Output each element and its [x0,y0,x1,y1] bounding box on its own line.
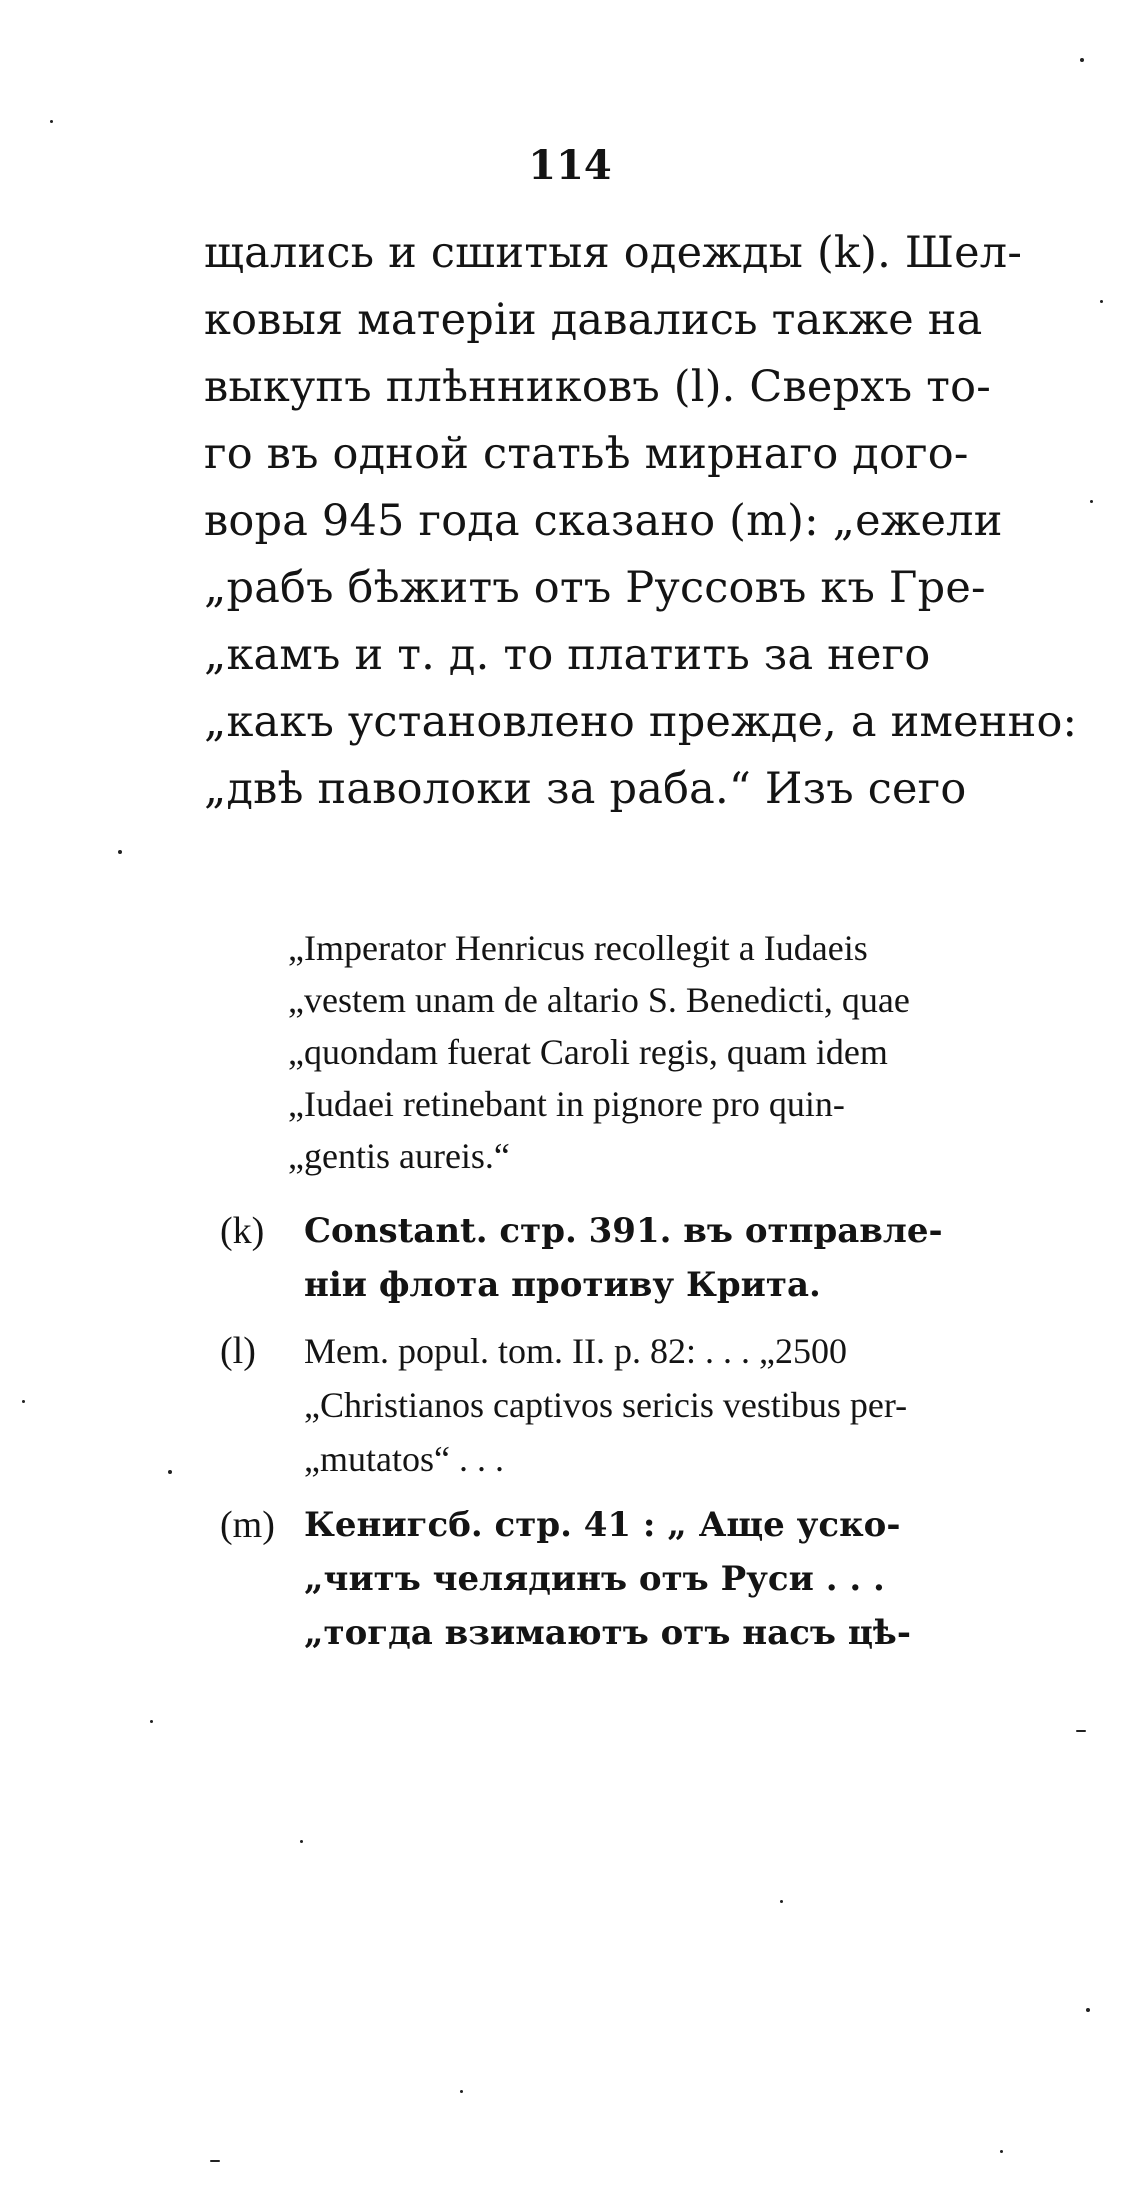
footnote-line: „Christianos captivos sericis vestibus per- [304,1385,908,1425]
text-line: вора 945 года сказано (m): „ежели [204,496,1003,546]
scan-speck [22,1400,25,1403]
text-line: щались и сшитыя одежды (k). Шел- [204,228,1023,278]
footnote-line: „mutatos“ . . . [304,1439,504,1479]
scan-speck [1100,300,1103,303]
footnote-m [220,1498,1080,1660]
footnote-line: ніи флота противу Крита. [304,1265,821,1305]
scan-speck [780,1900,783,1903]
scan-speck [168,1470,172,1474]
scan-speck [1080,58,1084,62]
quote-line: „quondam fuerat Caroli regis, quam idem [288,1032,888,1072]
quote-line: „gentis aureis.“ [288,1136,510,1176]
scan-speck [300,1840,303,1843]
page-number: 114 [528,142,612,189]
scan-speck [1090,500,1093,503]
text-line: выкупъ плѣнниковъ (l). Сверхъ то- [204,362,991,412]
footnote-line: „читъ челядинъ отъ Руси . . . [304,1559,885,1599]
quote-line: „Imperator Henricus recollegit a Iudaeis [288,928,868,968]
scan-speck [1086,2008,1090,2012]
main-text-block [204,220,1078,823]
text-line: „камъ и т. д. то платить за него [204,630,931,680]
scan-speck [1076,1730,1086,1732]
text-line: ковыя матеріи давались также на [204,295,983,345]
footnote-marker: (m) [220,1504,275,1546]
footnote-line: Кенигсб. стр. 41 : „ Аще уско- [304,1505,901,1545]
footnote-marker: (k) [220,1210,265,1252]
text-line: го въ одной статьѣ мирнаго дого- [204,429,969,479]
text-line: „двѣ паволоки за раба.“ Изъ сего [204,764,967,814]
footnote-marker: (l) [220,1330,256,1372]
text-line: „рабъ бѣжитъ отъ Руссовъ къ Гре- [204,563,986,613]
scan-speck [50,120,53,123]
scan-speck [210,2160,220,2162]
scan-speck [150,1720,153,1723]
text-line: „какъ установлено прежде, а именно: [204,697,1078,747]
quote-line: „vestem unam de altario S. Benedicti, quae [288,980,910,1020]
footnote-line: Constant. стр. 391. въ отправле- [304,1211,943,1251]
footnote-line: Mem. popul. tom. II. p. 82: . . . „2500 [304,1331,847,1371]
footnote-quote-continuation [288,922,1078,1182]
scan-speck [118,850,122,854]
footnote-k [220,1204,1080,1312]
quote-line: „Iudaei retinebant in pignore pro quin- [288,1084,845,1124]
footnote-l [220,1324,1080,1486]
scan-speck [460,2090,463,2093]
scan-speck [1000,2150,1003,2153]
footnotes [220,1204,1080,1672]
footnote-line: „тогда взимаютъ отъ насъ цѣ- [304,1613,911,1653]
